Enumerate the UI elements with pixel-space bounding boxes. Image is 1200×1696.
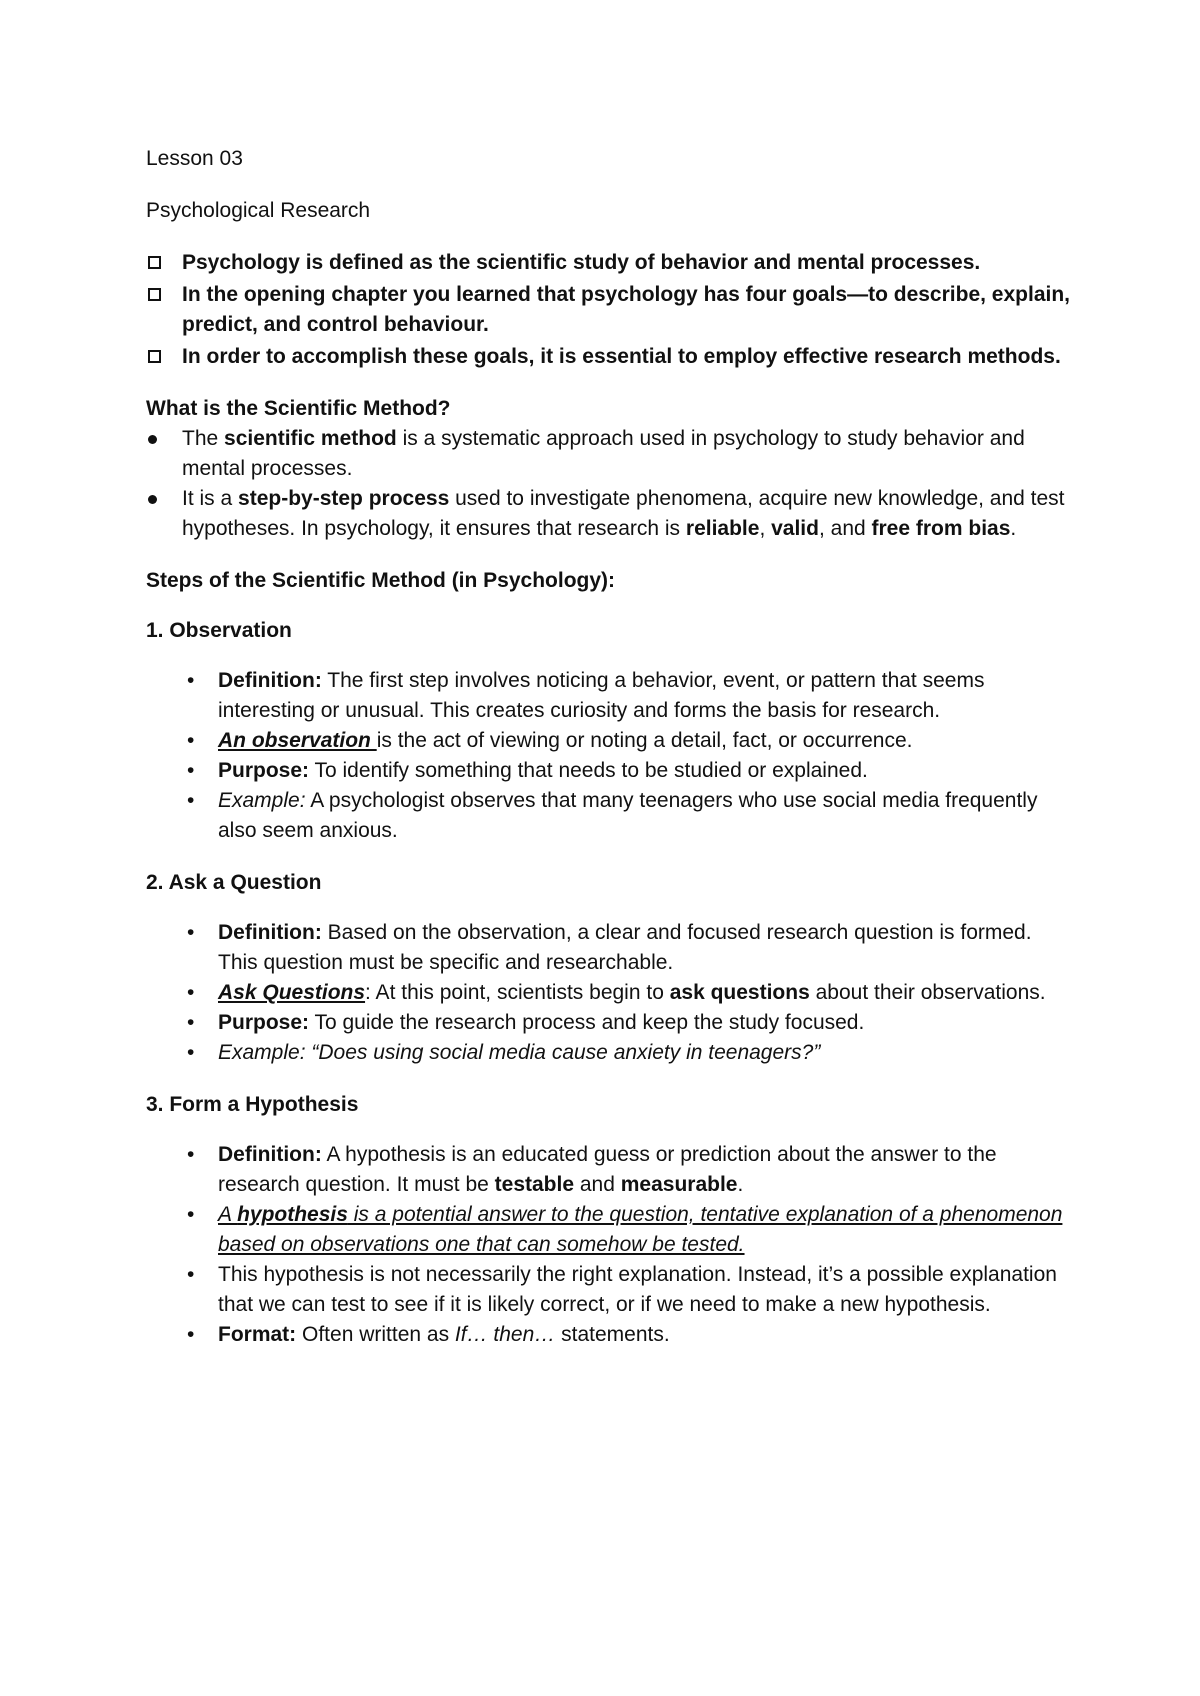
checklist-item: In order to accomplish these goals, it is essential to employ effective research methods. <box>146 342 1076 372</box>
hypothesis-list <box>146 1140 1076 1350</box>
intro-checklist <box>146 248 1076 372</box>
list-item: • Definition: Based on the observation, a clear and focused research question is formed. This question must be specific and researchable. <box>146 918 1076 978</box>
bullet-icon: • <box>187 1143 195 1166</box>
scientific-method-list <box>146 424 1076 544</box>
list-item: • Example: A psychologist observes that many teenagers who use social media frequently also seem anxious. <box>146 786 1076 846</box>
bullet-icon: • <box>187 921 195 944</box>
checkbox-icon <box>148 256 161 269</box>
section-heading-scientific-method: What is the Scientific Method? <box>146 397 451 420</box>
bullet-icon: • <box>187 1011 195 1034</box>
document-body <box>146 144 1076 1372</box>
bullet-icon: • <box>187 1041 195 1064</box>
bullet-icon: • <box>187 1203 195 1226</box>
list-item: • Ask Questions: At this point, scientists begin to ask questions about their observations. <box>146 978 1076 1008</box>
list-item: The scientific method is a systematic approach used in psychology to study behavior and mental processes. <box>146 424 1076 484</box>
list-item: • Definition: The first step involves noticing a behavior, event, or pattern that seems interesting or unusual. This creates curiosity and forms the basis for research. <box>146 666 1076 726</box>
bullet-icon <box>148 495 157 504</box>
bullet-icon <box>148 435 157 444</box>
document-title: Psychological Research <box>146 199 371 222</box>
list-item: • Purpose: To guide the research process and keep the study focused. <box>146 1008 1076 1038</box>
checklist-item: In the opening chapter you learned that psychology has four goals—to describe, explain, predict, and control behaviour. <box>146 280 1076 340</box>
bullet-icon: • <box>187 789 195 812</box>
bullet-icon: • <box>187 1263 195 1286</box>
bullet-icon: • <box>187 729 195 752</box>
bullet-icon: • <box>187 1323 195 1346</box>
list-item: • Definition: A hypothesis is an educated guess or prediction about the answer to the research question. It must be testable and measurable. <box>146 1140 1076 1200</box>
list-item: • This hypothesis is not necessarily the right explanation. Instead, it’s a possible explanation that we can test to see if it is likely correct, or if we need to make a new hypothesis. <box>146 1260 1076 1320</box>
list-item: • Example: “Does using social media cause anxiety in teenagers?” <box>146 1038 1076 1068</box>
ask-question-list <box>146 918 1076 1068</box>
checklist-item: Psychology is defined as the scientific study of behavior and mental processes. <box>146 248 1076 278</box>
list-item: • Purpose: To identify something that needs to be studied or explained. <box>146 756 1076 786</box>
list-item: It is a step-by-step process used to investigate phenomena, acquire new knowledge, and test hypotheses. In psychology, it ensures that research is reliable, valid, and free from bias. <box>146 484 1076 544</box>
list-item: • A hypothesis is a potential answer to the question, tentative explanation of a phenomenon based on observations one that can somehow be tested. <box>146 1200 1076 1260</box>
list-item: • An observation is the act of viewing or noting a detail, fact, or occurrence. <box>146 726 1076 756</box>
step-heading-hypothesis: 3. Form a Hypothesis <box>146 1093 359 1116</box>
steps-heading: Steps of the Scientific Method (in Psychology): <box>146 569 616 592</box>
step-heading-ask-question: 2. Ask a Question <box>146 871 322 894</box>
bullet-icon: • <box>187 669 195 692</box>
bullet-icon: • <box>187 981 195 1004</box>
list-item: • Format: Often written as If… then… statements. <box>146 1320 1076 1350</box>
step-heading-observation: 1. Observation <box>146 619 292 642</box>
observation-list <box>146 666 1076 846</box>
checkbox-icon <box>148 350 161 363</box>
lesson-number: Lesson 03 <box>146 147 243 170</box>
bullet-icon: • <box>187 759 195 782</box>
checkbox-icon <box>148 288 161 301</box>
